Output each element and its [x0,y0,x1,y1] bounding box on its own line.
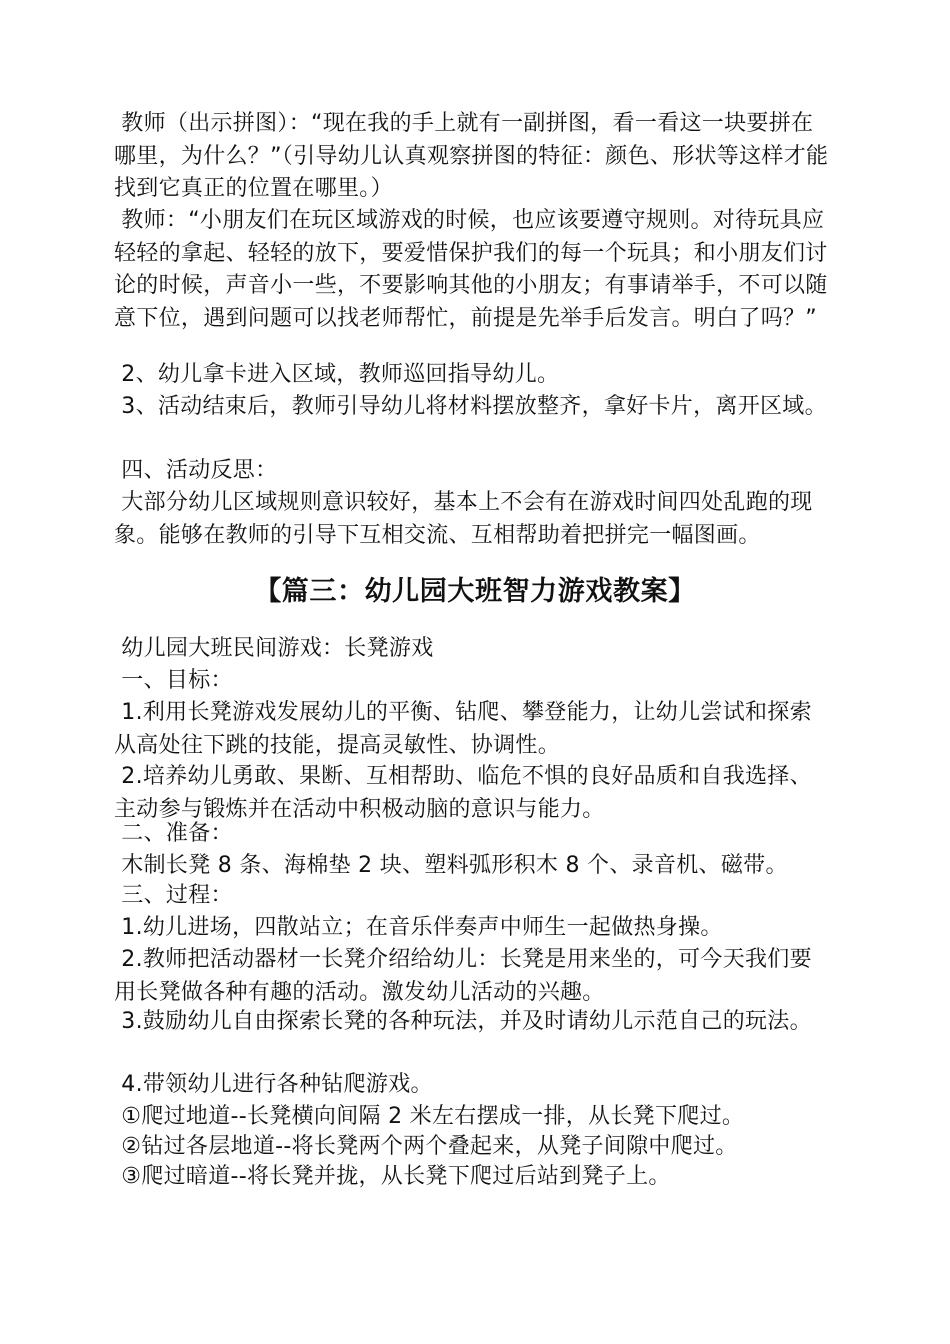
paragraph-prep: 木制长凳 8 条、海棉垫 2 块、塑料弧形积木 8 个、录音机、磁带。 [114,853,788,878]
paragraph-goal-1: 1.利用长凳游戏发展幼儿的平衡、钻爬、攀登能力，让幼儿尝试和探索从高处往下跳的技能，提高灵敏性、协调性。 [114,700,812,758]
paragraph-reflection-heading: 四、活动反思： [114,458,278,483]
paragraph-process-1: 1.幼儿进场，四散站立；在音乐伴奏声中师生一起做热身操。 [114,915,723,940]
paragraph-crawl-1: ①爬过地道--长凳横向间隔 2 米左右摆成一排，从长凳下爬过。 [114,1104,745,1129]
paragraph-reflection: 大部分幼儿区域规则意识较好，基本上不会有在游戏时间四处乱跑的现象。能够在教师的引导下互相交流、互相帮助着把拼完一幅图画。 [114,490,813,548]
paragraph-crawl-2: ②钻过各层地道--将长凳两个两个叠起来，从凳子间隙中爬过。 [114,1134,738,1159]
paragraph-step-3: 3、活动结束后，教师引导幼儿将材料摆放整齐，拿好卡片，离开区域。 [114,394,827,419]
paragraph-process-2: 2.教师把活动器材一长凳介绍给幼儿：长凳是用来坐的，可今天我们要用长凳做各种有趣的活动。激发幼儿活动的兴趣。 [114,947,812,1005]
paragraph-process-4: 4.带领幼儿进行各种钻爬游戏。 [114,1072,433,1097]
paragraph-prep-heading: 二、准备： [114,821,233,846]
paragraph-goal-2: 2.培养幼儿勇敢、果断、互相帮助、临危不惧的良好品质和自我选择、主动参与锻炼并在活动中积极动脑的意识与能力。 [114,764,812,822]
paragraph-rules: 教师：“小朋友们在玩区域游戏的时候，也应该要遵守规则。对待玩具应轻轻的拿起、轻轻的放下，要爱惜保护我们的每一个玩具；和小朋友们讨论的时候，声音小一些，不要影响其他的小朋友；有事请举手，不可以随意下位，遇到问题可以找老师帮忙，前提是先举手后发言。明白了吗？” [114,208,828,331]
paragraph-step-2: 2、幼儿拿卡进入区域，教师巡回指导幼儿。 [114,362,560,387]
paragraph-game-title: 幼儿园大班民间游戏：长凳游戏 [114,636,434,661]
paragraph-process-heading: 三、过程： [114,883,233,908]
paragraph-puzzle-intro: 教师（出示拼图）：“现在我的手上就有一副拼图，看一看这一块要拼在哪里，为什么？”（引导幼儿认真观察拼图的特征：颜色、形状等这样才能找到它真正的位置在哪里。） [114,111,829,201]
paragraph-goals-heading: 一、目标： [114,668,233,693]
section-title: 【篇三：幼儿园大班智力游戏教案】 [254,576,696,607]
paragraph-process-3: 3.鼓励幼儿自由探索长凳的各种玩法，并及时请幼儿示范自己的玩法。 [114,1009,812,1034]
paragraph-crawl-3: ③爬过暗道--将长凳并拢，从长凳下爬过后站到凳子上。 [114,1164,671,1189]
